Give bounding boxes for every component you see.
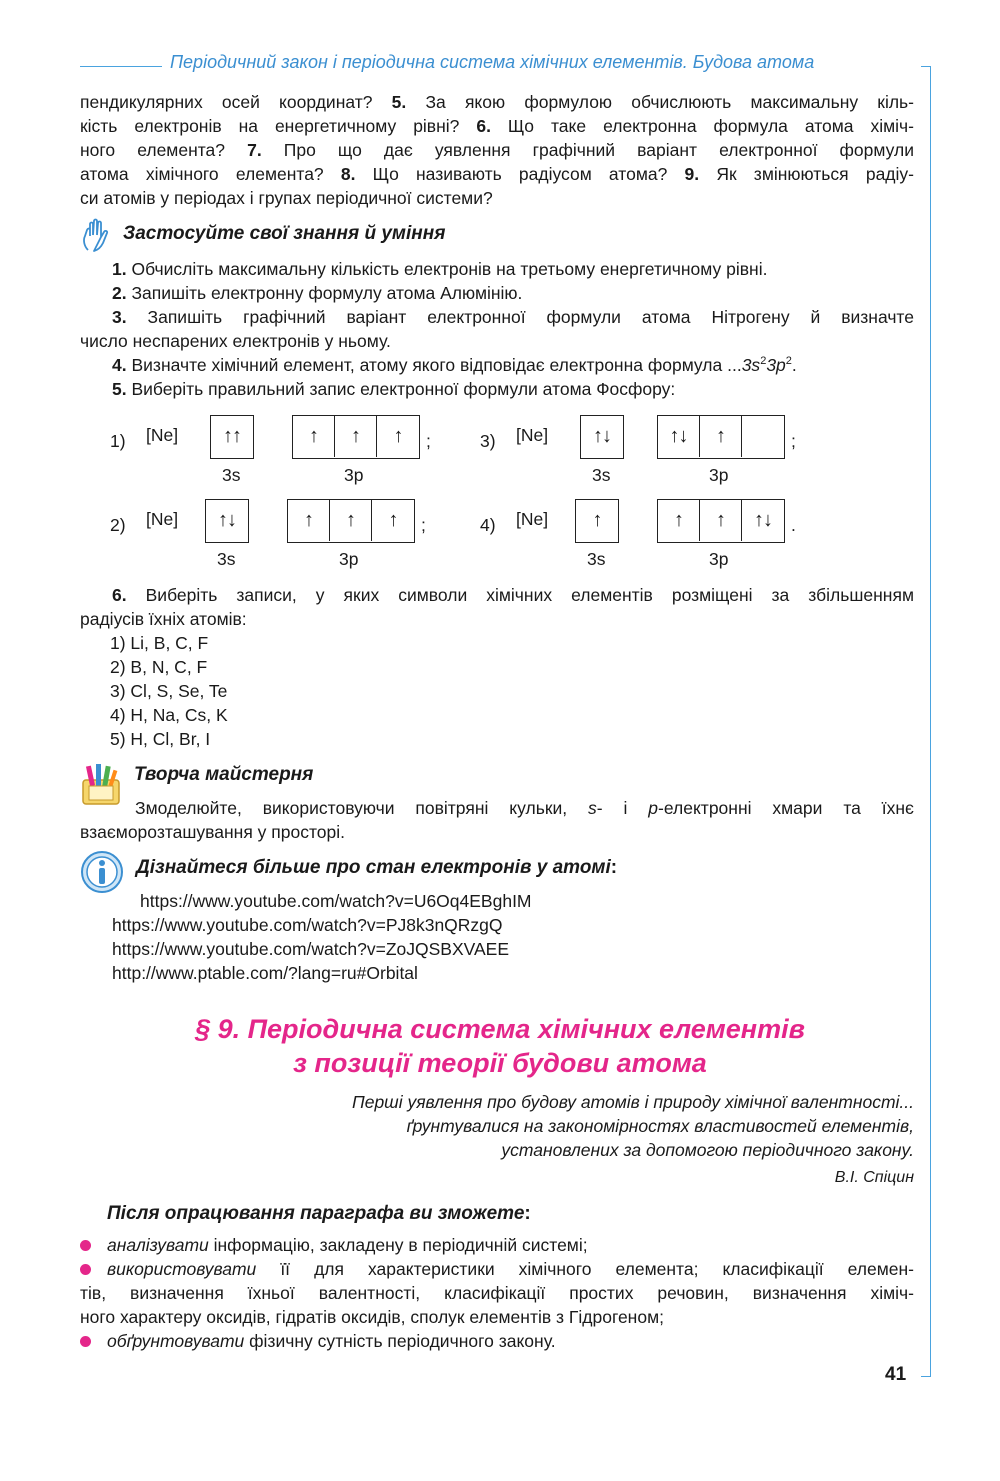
section-title-creative: Творча майстерня [134, 764, 314, 785]
option-label: 4) [480, 515, 496, 535]
s-orbital [210, 415, 254, 459]
hand-icon [78, 216, 118, 256]
learning-outcomes-title: Після опрацювання параграфа ви зможете: [107, 1203, 531, 1224]
s-label: 3s [592, 465, 611, 485]
section-title-apply: Застосуйте свої знання й уміння [123, 223, 446, 244]
link-url[interactable]: http://www.ptable.com/?lang=ru#Orbital [112, 963, 418, 983]
s-orbital [205, 499, 249, 543]
task-2: 2. Запишіть електронну формулу атома Алюмінію. [112, 283, 523, 303]
option-label: 2) [110, 515, 126, 535]
core-notation: [Ne] [516, 509, 549, 529]
task-3: 3. Запишіть графічний варіант електронної формули атома Нітрогену й визначте число неспарених електронів у ньому. [80, 307, 914, 351]
epigraph-line: ґрунтувалися на закономірностях властивостей елементів, [406, 1116, 914, 1136]
orbital-cell: ↑↓ [593, 425, 611, 447]
text-line: обґрунтовувати фізичну сутність періодичного закону. [107, 1331, 556, 1351]
orbital-cell: ↑ [393, 425, 403, 447]
orbital-cell: ↑ [288, 500, 330, 541]
bullet-dot [80, 1264, 91, 1275]
orbital-cell: ↑ [335, 416, 377, 457]
orbital-cell: ↑↓ [658, 416, 700, 457]
s-orbital [580, 415, 624, 459]
orbital-cell: ↑↓ [754, 509, 772, 531]
text-line: використовувати її для характеристики хімічного елемента; класифікації елемен- [107, 1259, 914, 1279]
orbital-cell: ↑↑ [223, 425, 241, 447]
text-line: ного елемента? 7. Про що дає уявлення графічний варіант електронної формули [80, 140, 914, 160]
s-orbital [575, 499, 619, 543]
bullet-dot [80, 1240, 91, 1251]
margin-rule-tick [921, 1376, 931, 1377]
orbital-cell: ↑ [700, 416, 742, 457]
orbital-cell [742, 416, 784, 457]
task-1: 1. Обчисліть максимальну кількість електронів на третьому енергетичному рівні. [112, 259, 768, 279]
task-4: 4. Визначте хімічний елемент, атому якого відповідає електронна формула $...3s^23p^2$. [112, 355, 797, 375]
orbital-option [110, 415, 450, 485]
choice-item: 2) B, N, C, F [110, 657, 208, 677]
orbital-cell: ↑ [293, 416, 335, 457]
p-orbital [292, 415, 420, 459]
page-number: 41 [885, 1364, 907, 1385]
choice-item: 3) Cl, S, Se, Te [110, 681, 228, 701]
epigraph-author: В.І. Спіцин [834, 1169, 914, 1186]
info-icon [80, 850, 124, 894]
bullet-item [80, 1233, 914, 1257]
choice-item: 5) H, Cl, Br, I [110, 729, 211, 749]
orbital-option [110, 499, 450, 569]
paragraph-title: § 9. Періодична система хімічних елементів з позиції теорії будови атома [195, 1014, 805, 1078]
link-url[interactable]: https://www.youtube.com/watch?v=U6Oq4EBghIM [140, 891, 532, 911]
orbital-cell: ↑ [700, 500, 742, 541]
epigraph-line: установлених за допомогою періодичного закону. [501, 1140, 914, 1160]
choice-item: 4) H, Na, Cs, K [110, 705, 228, 725]
p-label: 3p [709, 465, 729, 485]
s-label: 3s [587, 549, 606, 569]
task-5: 5. Виберіть правильний запис електронної формули атома Фосфору: [112, 379, 676, 399]
core-notation: [Ne] [516, 425, 549, 445]
option-label: 3) [480, 431, 496, 451]
bullet-item [80, 1329, 914, 1353]
p-label: 3p [344, 465, 364, 485]
core-notation: [Ne] [146, 425, 179, 445]
text-line: аналізувати інформацію, закладену в періодичній системі; [107, 1235, 588, 1255]
separator: ; [426, 431, 431, 451]
bullet-dot [80, 1336, 91, 1347]
header-rule [80, 66, 162, 67]
s-label: 3s [222, 465, 241, 485]
text-line: кість електронів на енергетичному рівні? 6. Що таке електронна формула атома хіміч- [80, 116, 914, 136]
bullet-item [80, 1257, 914, 1329]
epigraph-line: Перші уявлення про будову атомів і природу хімічної валентності... [352, 1092, 914, 1112]
separator: . [791, 515, 796, 535]
orbital-cell: ↑ [592, 509, 602, 531]
text-line: тів, визначення їхньої валентності, класифікації простих речовин, визначення хіміч- [80, 1283, 914, 1303]
margin-rule [930, 66, 931, 1376]
task-6-choices [110, 631, 410, 751]
orbital-cell: ↑↓ [218, 509, 236, 531]
running-header: Періодичний закон і періодична система хімічних елементів. Будова атома [170, 52, 815, 72]
text-line: си атомів у періодах і групах періодичної системи? [80, 188, 493, 208]
separator: ; [421, 515, 426, 535]
option-label: 1) [110, 431, 126, 451]
link-url[interactable]: https://www.youtube.com/watch?v=ZoJQSBXVAEE [112, 939, 510, 959]
p-label: 3p [709, 549, 729, 569]
creative-task: Змоделюйте, використовуючи повітряні кульки, s- і p-електронні хмари та їхнє взаєморозташування у просторі. [80, 798, 914, 842]
orbital-cell: ↑ [658, 500, 700, 541]
task-6: 6. Виберіть записи, у яких символи хімічних елементів розміщені за збільшенням радіусів їхніх атомів: [80, 585, 914, 629]
margin-rule-tick [921, 66, 931, 67]
p-orbital [287, 499, 415, 543]
choice-item: 1) Li, B, C, F [110, 633, 209, 653]
link-url[interactable]: https://www.youtube.com/watch?v=PJ8k3nQRzgQ [112, 915, 503, 935]
text-line: ного характеру оксидів, гідратів оксидів, сполук елементів з Гідрогеном; [80, 1307, 664, 1327]
orbital-cell: ↑ [388, 509, 398, 531]
p-label: 3p [339, 549, 359, 569]
p-orbital [657, 415, 785, 459]
text-line: пендикулярних осей координат? 5. За якою формулою обчислюють максимальну кіль- [80, 92, 914, 112]
separator: ; [791, 431, 796, 451]
orbital-cell: ↑ [330, 500, 372, 541]
s-label: 3s [217, 549, 236, 569]
section-title-learn-more: Дізнайтеся більше про стан електронів у атомі: [136, 857, 618, 878]
text-line: атома хімічного елемента? 8. Що називають радіусом атома? 9. Як змінюються радіу- [80, 164, 914, 184]
orbital-option [480, 415, 820, 485]
orbital-option [480, 499, 820, 569]
core-notation: [Ne] [146, 509, 179, 529]
review-questions [80, 90, 914, 210]
p-orbital [657, 499, 785, 543]
